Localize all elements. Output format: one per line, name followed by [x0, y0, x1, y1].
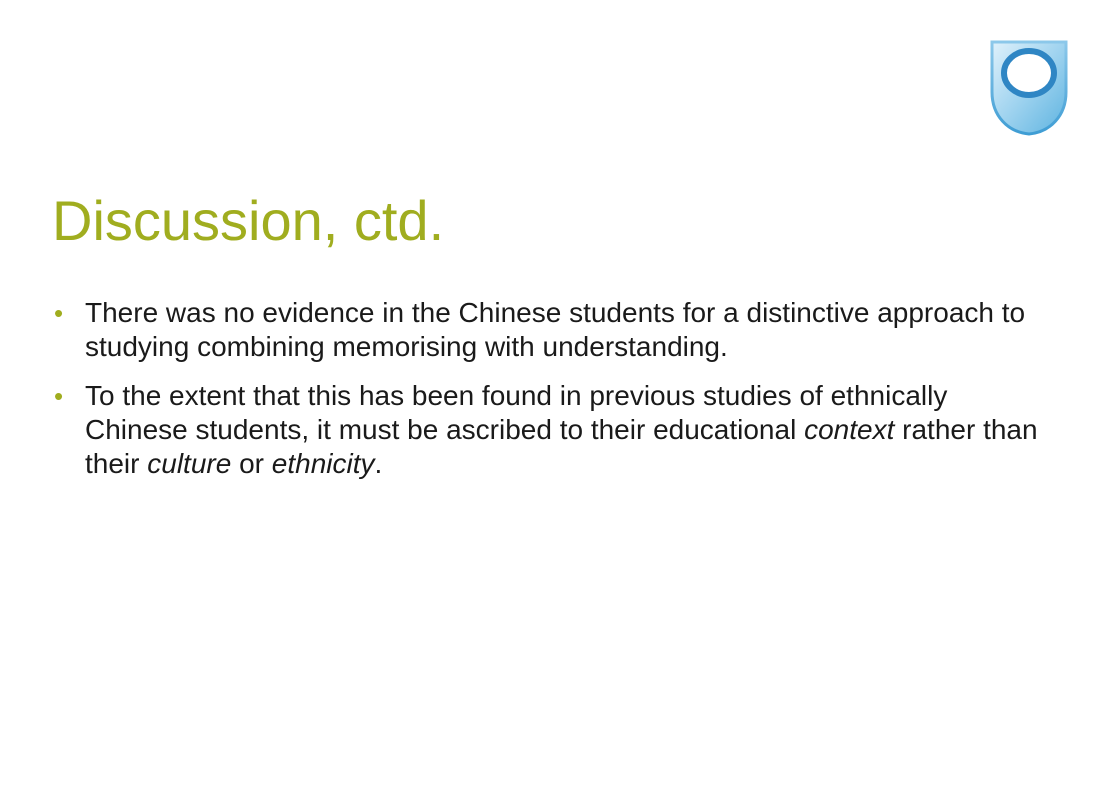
emphasis-culture: culture	[147, 448, 232, 479]
bullet-marker: •	[54, 298, 64, 328]
bullet-list	[52, 296, 1052, 496]
open-university-shield-icon	[988, 40, 1070, 136]
bullet-item	[52, 296, 1052, 364]
bullet-marker: •	[54, 381, 64, 411]
bullet-text: To the extent that this has been found in previous studies of ethnically Chinese students, it must be ascribed to their educational	[85, 380, 948, 445]
bullet-text: rather than their	[85, 414, 1038, 479]
emphasis-context: context	[804, 414, 895, 445]
bullet-item	[52, 379, 1052, 481]
bullet-text: .	[374, 448, 383, 479]
slide-title: Discussion, ctd.	[52, 189, 445, 252]
emphasis-ethnicity: ethnicity	[271, 448, 375, 479]
bullet-text: or	[231, 448, 272, 479]
bullet-text: There was no evidence in the Chinese students for a distinctive approach to studying combining memorising with understanding.	[85, 297, 1026, 362]
